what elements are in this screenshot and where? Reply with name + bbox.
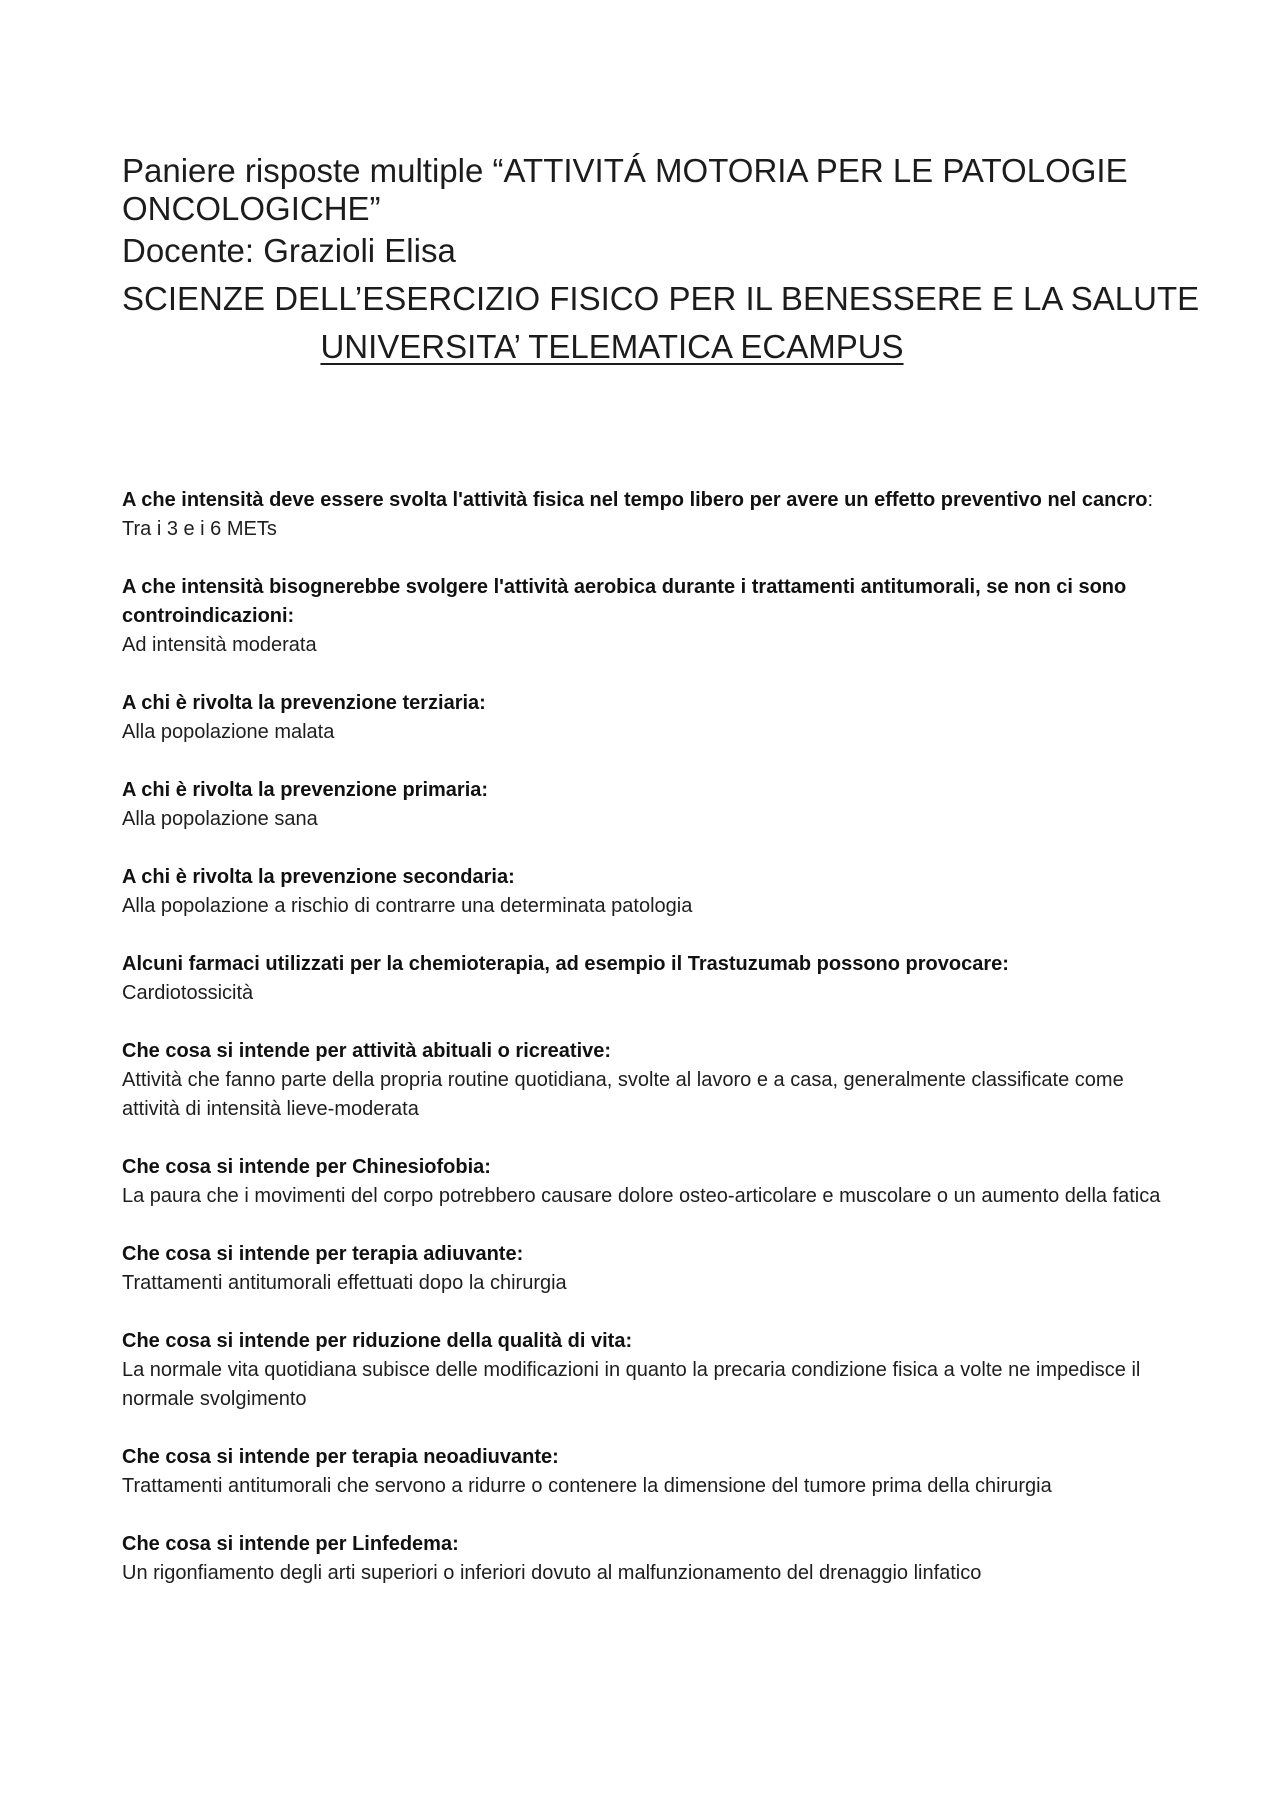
question: A chi è rivolta la prevenzione primaria: bbox=[122, 779, 489, 801]
document-title-line-1: Paniere risposte multiple “ATTIVITÁ MOTORIA PER LE PATOLOGIE bbox=[122, 152, 1128, 189]
question: A chi è rivolta la prevenzione secondaria: bbox=[122, 866, 515, 888]
question: Che cosa si intende per riduzione della qualità di vita: bbox=[122, 1330, 633, 1352]
answer: La normale vita quotidiana subisce delle modificazioni in quanto la precaria condizione fisica a volte ne impedisce il normale svolgimento bbox=[122, 1359, 1141, 1410]
answer: Trattamenti antitumorali che servono a ridurre o contenere la dimensione del tumore prima della chirurgia bbox=[122, 1475, 1052, 1497]
question: Che cosa si intende per terapia adiuvante: bbox=[122, 1243, 524, 1265]
qa-item bbox=[122, 1153, 1172, 1211]
qa-item bbox=[122, 1037, 1172, 1124]
university-name: UNIVERSITA’ TELEMATICA ECAMPUS bbox=[320, 328, 904, 365]
answer: La paura che i movimenti del corpo potrebbero causare dolore osteo-articolare e muscolare o un aumento della fatica bbox=[122, 1185, 1161, 1207]
qa-item bbox=[122, 1530, 1172, 1588]
qa-item bbox=[122, 689, 1172, 747]
answer: Attività che fanno parte della propria routine quotidiana, svolte al lavoro e a casa, generalmente classificate come attività di intensità lieve-moderata bbox=[122, 1069, 1124, 1120]
document-header bbox=[122, 152, 1200, 366]
question: Che cosa si intende per Linfedema: bbox=[122, 1533, 459, 1555]
qa-item bbox=[122, 1443, 1172, 1501]
question: Che cosa si intende per Chinesiofobia: bbox=[122, 1156, 491, 1178]
university-name-line bbox=[122, 328, 1172, 366]
answer: Cardiotossicità bbox=[122, 982, 254, 1004]
qa-item bbox=[122, 863, 1172, 921]
course-name: SCIENZE DELL’ESERCIZIO FISICO PER IL BENESSERE E LA SALUTE bbox=[122, 280, 1200, 317]
qa-item bbox=[122, 776, 1172, 834]
answer: Tra i 3 e i 6 METs bbox=[122, 518, 277, 540]
question bbox=[122, 486, 1172, 515]
qa-item bbox=[122, 573, 1172, 660]
question-suffix: : bbox=[1147, 489, 1154, 511]
question: Che cosa si intende per terapia neoadiuvante: bbox=[122, 1446, 559, 1468]
teacher-name: Docente: Grazioli Elisa bbox=[122, 232, 456, 269]
qa-item bbox=[122, 486, 1172, 544]
answer: Trattamenti antitumorali effettuati dopo la chirurgia bbox=[122, 1272, 567, 1294]
question: Alcuni farmaci utilizzati per la chemioterapia, ad esempio il Trastuzumab possono provocare: bbox=[122, 953, 1009, 975]
answer: Ad intensità moderata bbox=[122, 634, 317, 656]
answer: Alla popolazione sana bbox=[122, 808, 318, 830]
question: A che intensità bisognerebbe svolgere l'attività aerobica durante i trattamenti antitumorali, se non ci sono controindicazioni: bbox=[122, 576, 1127, 627]
question: A chi è rivolta la prevenzione terziaria: bbox=[122, 692, 486, 714]
question-text: A che intensità deve essere svolta l'attività fisica nel tempo libero per avere un effetto preventivo nel cancro bbox=[122, 489, 1148, 511]
qa-item bbox=[122, 950, 1172, 1008]
qa-item bbox=[122, 1327, 1172, 1414]
answer: Alla popolazione malata bbox=[122, 721, 335, 743]
answer: Un rigonfiamento degli arti superiori o inferiori dovuto al malfunzionamento del drenaggio linfatico bbox=[122, 1562, 982, 1584]
answer: Alla popolazione a rischio di contrarre una determinata patologia bbox=[122, 895, 693, 917]
question: Che cosa si intende per attività abituali o ricreative: bbox=[122, 1040, 612, 1062]
qa-item bbox=[122, 1240, 1172, 1298]
question-answer-list bbox=[122, 486, 1172, 1617]
document-title-line-2: ONCOLOGICHE” bbox=[122, 190, 381, 227]
